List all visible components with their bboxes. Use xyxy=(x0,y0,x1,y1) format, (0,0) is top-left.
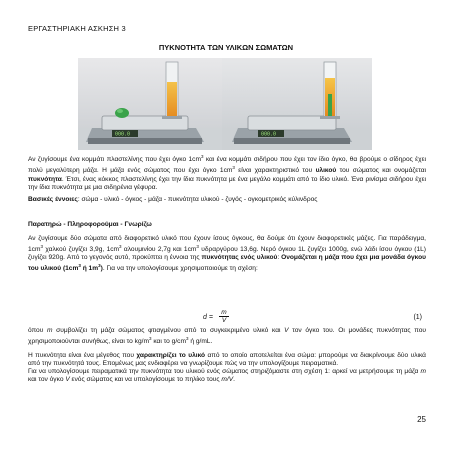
formula-number: (1) xyxy=(413,314,422,321)
formula-lhs: d = xyxy=(203,314,213,321)
page-header: ΕΡΓΑΣΤΗΡΙΑΚΗ ΑΣΚΗΣΗ 3 xyxy=(28,24,126,33)
photo-scale-left xyxy=(78,58,228,150)
page-title: ΠΥΚΝΟΤΗΤΑ ΤΩΝ ΥΛΙΚΩΝ ΣΩΜΑΤΩΝ xyxy=(158,43,294,52)
formula-denominator: V xyxy=(221,317,227,324)
observe-paragraph: Αν ζυγίσουμε δύο σώματα από διαφορετικό υλικό που έχουν ίσους όγκους, θα δούμε ότι έχουν διαφορετικές μάζες. Για παράδειγμα, $1cm^3$ χαλκού ζυγίζει 3,9g, $1cm^3$ αλουμινίου 2,7g και $1cm^3$ υδραργύρου 13,6g. Νερό όγκου 1L ζυγίζει 1000g, ενώ λάδι ίσου όγκου (1L) ζυγίζει 920g. Από το γεγονός αυτό, προκύπτει η έννοια της πυκνότητας ενός υλικού: Ονομάζεται η μάζα που έχει μια μονάδα όγκου του υλικού ($1cm^3$ ή $1m^3$). Για να την υπολογίσουμε χρησιμοποιούμε τη σχέση: xyxy=(28,235,426,273)
photo-scale-right xyxy=(222,58,372,150)
closing-paragraph: Η πυκνότητα είναι ένα μέγεθος που χαρακτηρίζει το υλικό από το οποίο αποτελείται ένα σώμα: μπορούμε να διακρίνουμε δύο υλικά από την πυκνότητά τους. Επομένως μας ενδιαφέρει να γνωρίζουμε πώς να την υπολογίζουμε πειραματικά. Για να υπολογίσουμε πειραματικά την πυκνότητα του υλικού ενός σώματος στηριζόμαστε στη σχέση 1: αρκεί να μετρήσουμε τη μάζα m και τον όγκο V ενός σώματος και να υπολογίσουμε το πηλίκο τους m/V. xyxy=(28,352,426,384)
svg-text:000.0: 000.0 xyxy=(115,131,131,138)
section-heading: Παρατηρώ - Πληροφορούμαι - Γνωρίζω xyxy=(28,221,152,228)
formula-fraction xyxy=(219,309,229,324)
formula-numerator: m xyxy=(221,309,227,316)
where-paragraph: όπου m συμβολίζει τη μάζα σώματος φτιαγμένου από το συγκεκριμένο υλικό και V τον όγκο του. Οι μονάδες πυκνότητας που χρησιμοποιούνται συνήθως, είναι το $kg/m^3$ και το $g/cm^3$ ή g/mL. xyxy=(28,327,426,346)
intro-paragraph: Αν ζυγίσουμε ένα κομμάτι πλαστελίνης που έχει όγκο $1cm^3$ και ένα κομμάτι σιδήρου που έχει τον ίδιο όγκο, θα βρούμε ο σίδηρος έχει πολύ μεγαλύτερη μάζα. Η μάζα ενός σώματος που έχει όγκο $1cm^3$ είναι χαρακτηριστικό του υλικού του σώματος και ονομάζεται πυκνότητα. Έτσι, ένας κόκκος πλαστελίνης έχει την ίδια πυκνότητα με ένα μεγάλο κομμάτι από το ίδιο υλικό. Ένα ρινίσμα σιδήρου έχει την ίδια πυκνότητα με μια σιδηρένια γέφυρα. xyxy=(28,154,427,191)
page-number: 25 xyxy=(417,415,426,424)
basic-concepts: Βασικές έννοιες: σώμα - υλικό - όγκος - μάζα - πυκνότητα υλικού - ζυγός - ογκομετρικός κύλινδρος xyxy=(28,196,318,203)
svg-text:000.0: 000.0 xyxy=(261,131,277,138)
